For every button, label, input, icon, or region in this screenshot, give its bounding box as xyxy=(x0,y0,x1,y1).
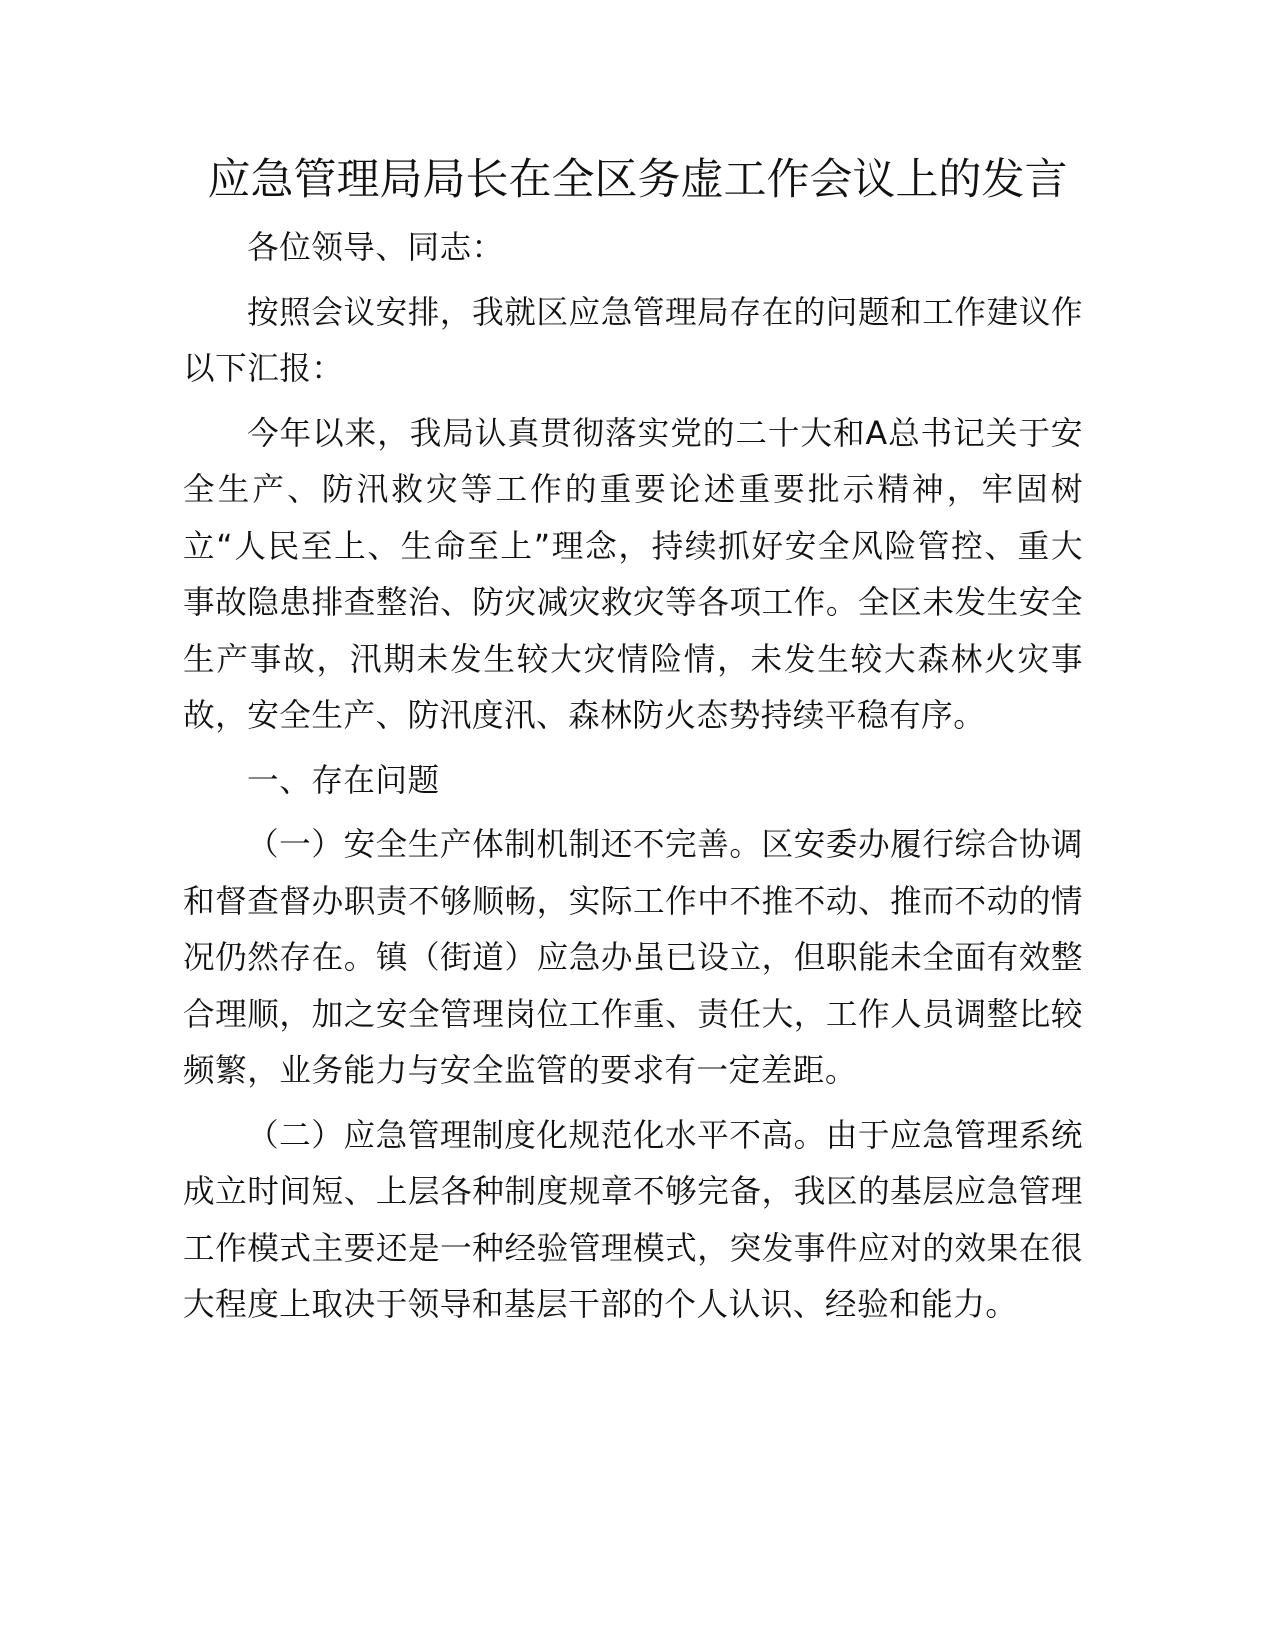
document-title: 应急管理局局长在全区务虚工作会议上的发言 xyxy=(207,155,1068,205)
summary-paragraph: 今年以来，我局认真贯彻落实党的二十大和A总书记关于安全生产、防汛救灾等工作的重要论述重要批示精神，牢固树立“人民至上、生命至上”理念，持续抓好安全风险管控、重大事故隐患排查整治、防灾减灾救灾等各项工作。全区未发生安全生产事故，汛期未发生较大灾情险情，未发生较大森林火灾事故，安全生产、防汛度汛、森林防火态势持续平稳有序。 xyxy=(183,415,1083,734)
salutation-paragraph: 各位领导、同志： xyxy=(247,230,504,266)
section-heading-problems: 一、存在问题 xyxy=(247,762,440,799)
intro-paragraph: 按照会议安排，我就区应急管理局存在的问题和工作建议作以下汇报： xyxy=(183,294,1083,387)
problem-paragraph-2: （二）应急管理制度化规范化水平不高。由于应急管理系统成立时间短、上层各种制度规章不够完备，我区的基层应急管理工作模式主要还是一种经验管理模式，突发事件应对的效果在很大程度上取决于领导和基层干部的个人认识、经验和能力。 xyxy=(183,1117,1083,1323)
problem-paragraph-1: （一）安全生产体制机制还不完善。区安委办履行综合协调和督查督办职责不够顺畅，实际工作中不推不动、推而不动的情况仍然存在。镇（街道）应急办虽已设立，但职能未全面有效整合理顺，加之安全管理岗位工作重、责任大，工作人员调整比较频繁，业务能力与安全监管的要求有一定差距。 xyxy=(183,827,1083,1089)
document-body xyxy=(183,220,1083,1342)
